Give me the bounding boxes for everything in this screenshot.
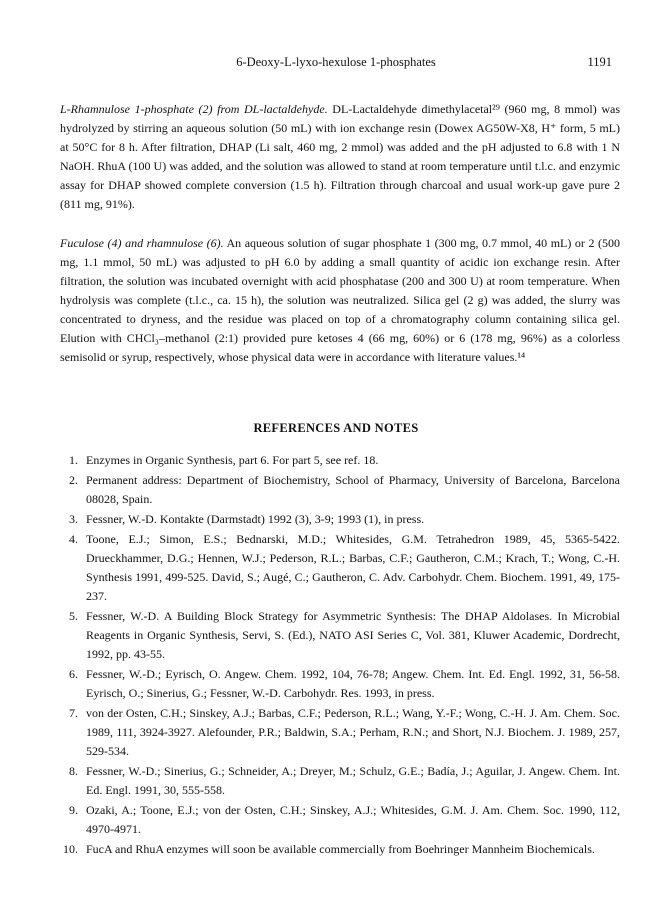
reference-item	[60, 665, 620, 703]
references-list	[60, 451, 620, 860]
references-heading: REFERENCES AND NOTES	[253, 421, 419, 435]
page-header	[60, 55, 612, 73]
paragraph-lead: L-Rhamnulose 1-phosphate (2) from DL-lactaldehyde.	[60, 102, 328, 116]
paragraph-body: An aqueous solution of sugar phosphate 1 (300 mg, 0.7 mmol, 40 mL) or 2 (500 mg, 1.1 mmol, 50 mL) was adjusted to pH 6.0 by adding a small quantity of acidic ion exchange resin. After filtration, the solution was incubated overnight with acid phosphatase (200 and 300 U) at room temperature. When hydrolysis was complete (t.l.c., ca. 15 h), the solution was neutralized. Silica gel (2 g) was added, the slurry was concentrated to dryness, and the residue was placed on top of a chromatography column containing silica gel. Elution with CHCl₃–methanol (2:1) provided pure ketoses 4 (66 mg, 60%) or 6 (178 mg, 96%) as a colorless semisolid or syrup, respectively, whose physical data were in accordance with literature values.¹⁴	[60, 236, 620, 364]
reference-text: Fessner, W.-D. A Building Block Strategy for Asymmetric Synthesis: The DHAP Aldolases. In Microbial Reagents in Organic Synthesis, Servi, S. (Ed.), NATO ASI Series C, Vol. 381, Kluwer Academic, Dordrecht, 1992, pp. 43-55.	[86, 609, 620, 661]
reference-text: Enzymes in Organic Synthesis, part 6. For part 5, see ref. 18.	[86, 453, 379, 467]
paragraph-rhamnulose-phosphate	[60, 100, 620, 214]
reference-number: 6.	[69, 667, 78, 681]
reference-text: Fessner, W.-D.; Eyrisch, O. Angew. Chem. 1992, 104, 76-78; Angew. Chem. Int. Ed. Engl. 1992, 31, 56-58. Eyrisch, O.; Sinerius, G.; Fessner, W.-D. Carbohydr. Res. 1993, in press.	[86, 667, 620, 700]
paragraph-lead: Fuculose (4) and rhamnulose (6).	[60, 236, 224, 250]
reference-item	[60, 704, 620, 761]
paragraph-body: DL-Lactaldehyde dimethylacetal²⁹ (960 mg, 8 mmol) was hydrolyzed by stirring an aqueous solution (50 mL) with ion exchange resin (Dowex AG50W-X8, H⁺ form, 5 mL) at 50°C for 8 h. After filtration, DHAP (Li salt, 460 mg, 2 mmol) was added and the pH adjusted to 6.8 with 1 N NaOH. RhuA (100 U) was added, and the solution was allowed to stand at room temperature until t.l.c. and enzymic assay for DHAP showed complete conversion (1.5 h). Filtration through charcoal and usual work-up gave pure 2 (811 mg, 91%).	[60, 102, 620, 211]
reference-item	[60, 510, 620, 529]
reference-number: 7.	[69, 706, 78, 720]
reference-number: 4.	[69, 532, 78, 546]
reference-text: Fessner, W.-D.; Sinerius, G.; Schneider, A.; Dreyer, M.; Schulz, G.E.; Badía, J.; Aguilar, J. Angew. Chem. Int. Ed. Engl. 1991, 30, 555-558.	[86, 764, 620, 797]
reference-item	[60, 451, 620, 470]
reference-item	[60, 762, 620, 800]
reference-number: 9.	[69, 803, 78, 817]
reference-number: 10.	[63, 842, 78, 856]
reference-number: 3.	[69, 512, 78, 526]
reference-item	[60, 801, 620, 839]
reference-item	[60, 530, 620, 606]
reference-number: 1.	[69, 453, 78, 467]
reference-text: Permanent address: Department of Biochemistry, School of Pharmacy, University of Barcelona, Barcelona 08028, Spain.	[86, 473, 620, 506]
reference-number: 2.	[69, 473, 78, 487]
reference-item	[60, 607, 620, 664]
reference-text: FucA and RhuA enzymes will soon be available commercially from Boehringer Mannheim Biochemicals.	[86, 842, 595, 856]
reference-item	[60, 471, 620, 509]
reference-text: Fessner, W.-D. Kontakte (Darmstadt) 1992 (3), 3-9; 1993 (1), in press.	[86, 512, 425, 526]
reference-text: Ozaki, A.; Toone, E.J.; von der Osten, C.H.; Sinskey, A.J.; Whitesides, G.M. J. Am. Chem. Soc. 1990, 112, 4970-4971.	[86, 803, 620, 836]
page-number: 1191	[587, 55, 612, 69]
reference-item	[60, 840, 620, 859]
reference-text: Toone, E.J.; Simon, E.S.; Bednarski, M.D.; Whitesides, G.M. Tetrahedron 1989, 45, 5365-5422. Drueckhammer, D.G.; Hennen, W.J.; Pederson, R.L.; Barbas, C.F.; Gautheron, C.M.; Krach, T.; Wong, C.-H. Synthesis 1991, 499-525. David, S.; Augé, C.; Gautheron, C. Adv. Carbohydr. Chem. Biochem. 1991, 49, 175-237.	[86, 532, 620, 603]
reference-number: 5.	[69, 609, 78, 623]
reference-text: von der Osten, C.H.; Sinskey, A.J.; Barbas, C.F.; Pederson, R.L.; Wang, Y.-F.; Wong, C.-H. J. Am. Chem. Soc. 1989, 111, 3924-3927. Alefounder, P.R.; Baldwin, S.A.; Perham, R.N.; and Short, N.J. Biochem. J. 1989, 257, 529-534.	[86, 706, 620, 758]
paragraph-fuculose-rhamnulose	[60, 234, 620, 367]
reference-number: 8.	[69, 764, 78, 778]
running-title: 6-Deoxy-L-lyxo-hexulose 1-phosphates	[236, 55, 436, 69]
